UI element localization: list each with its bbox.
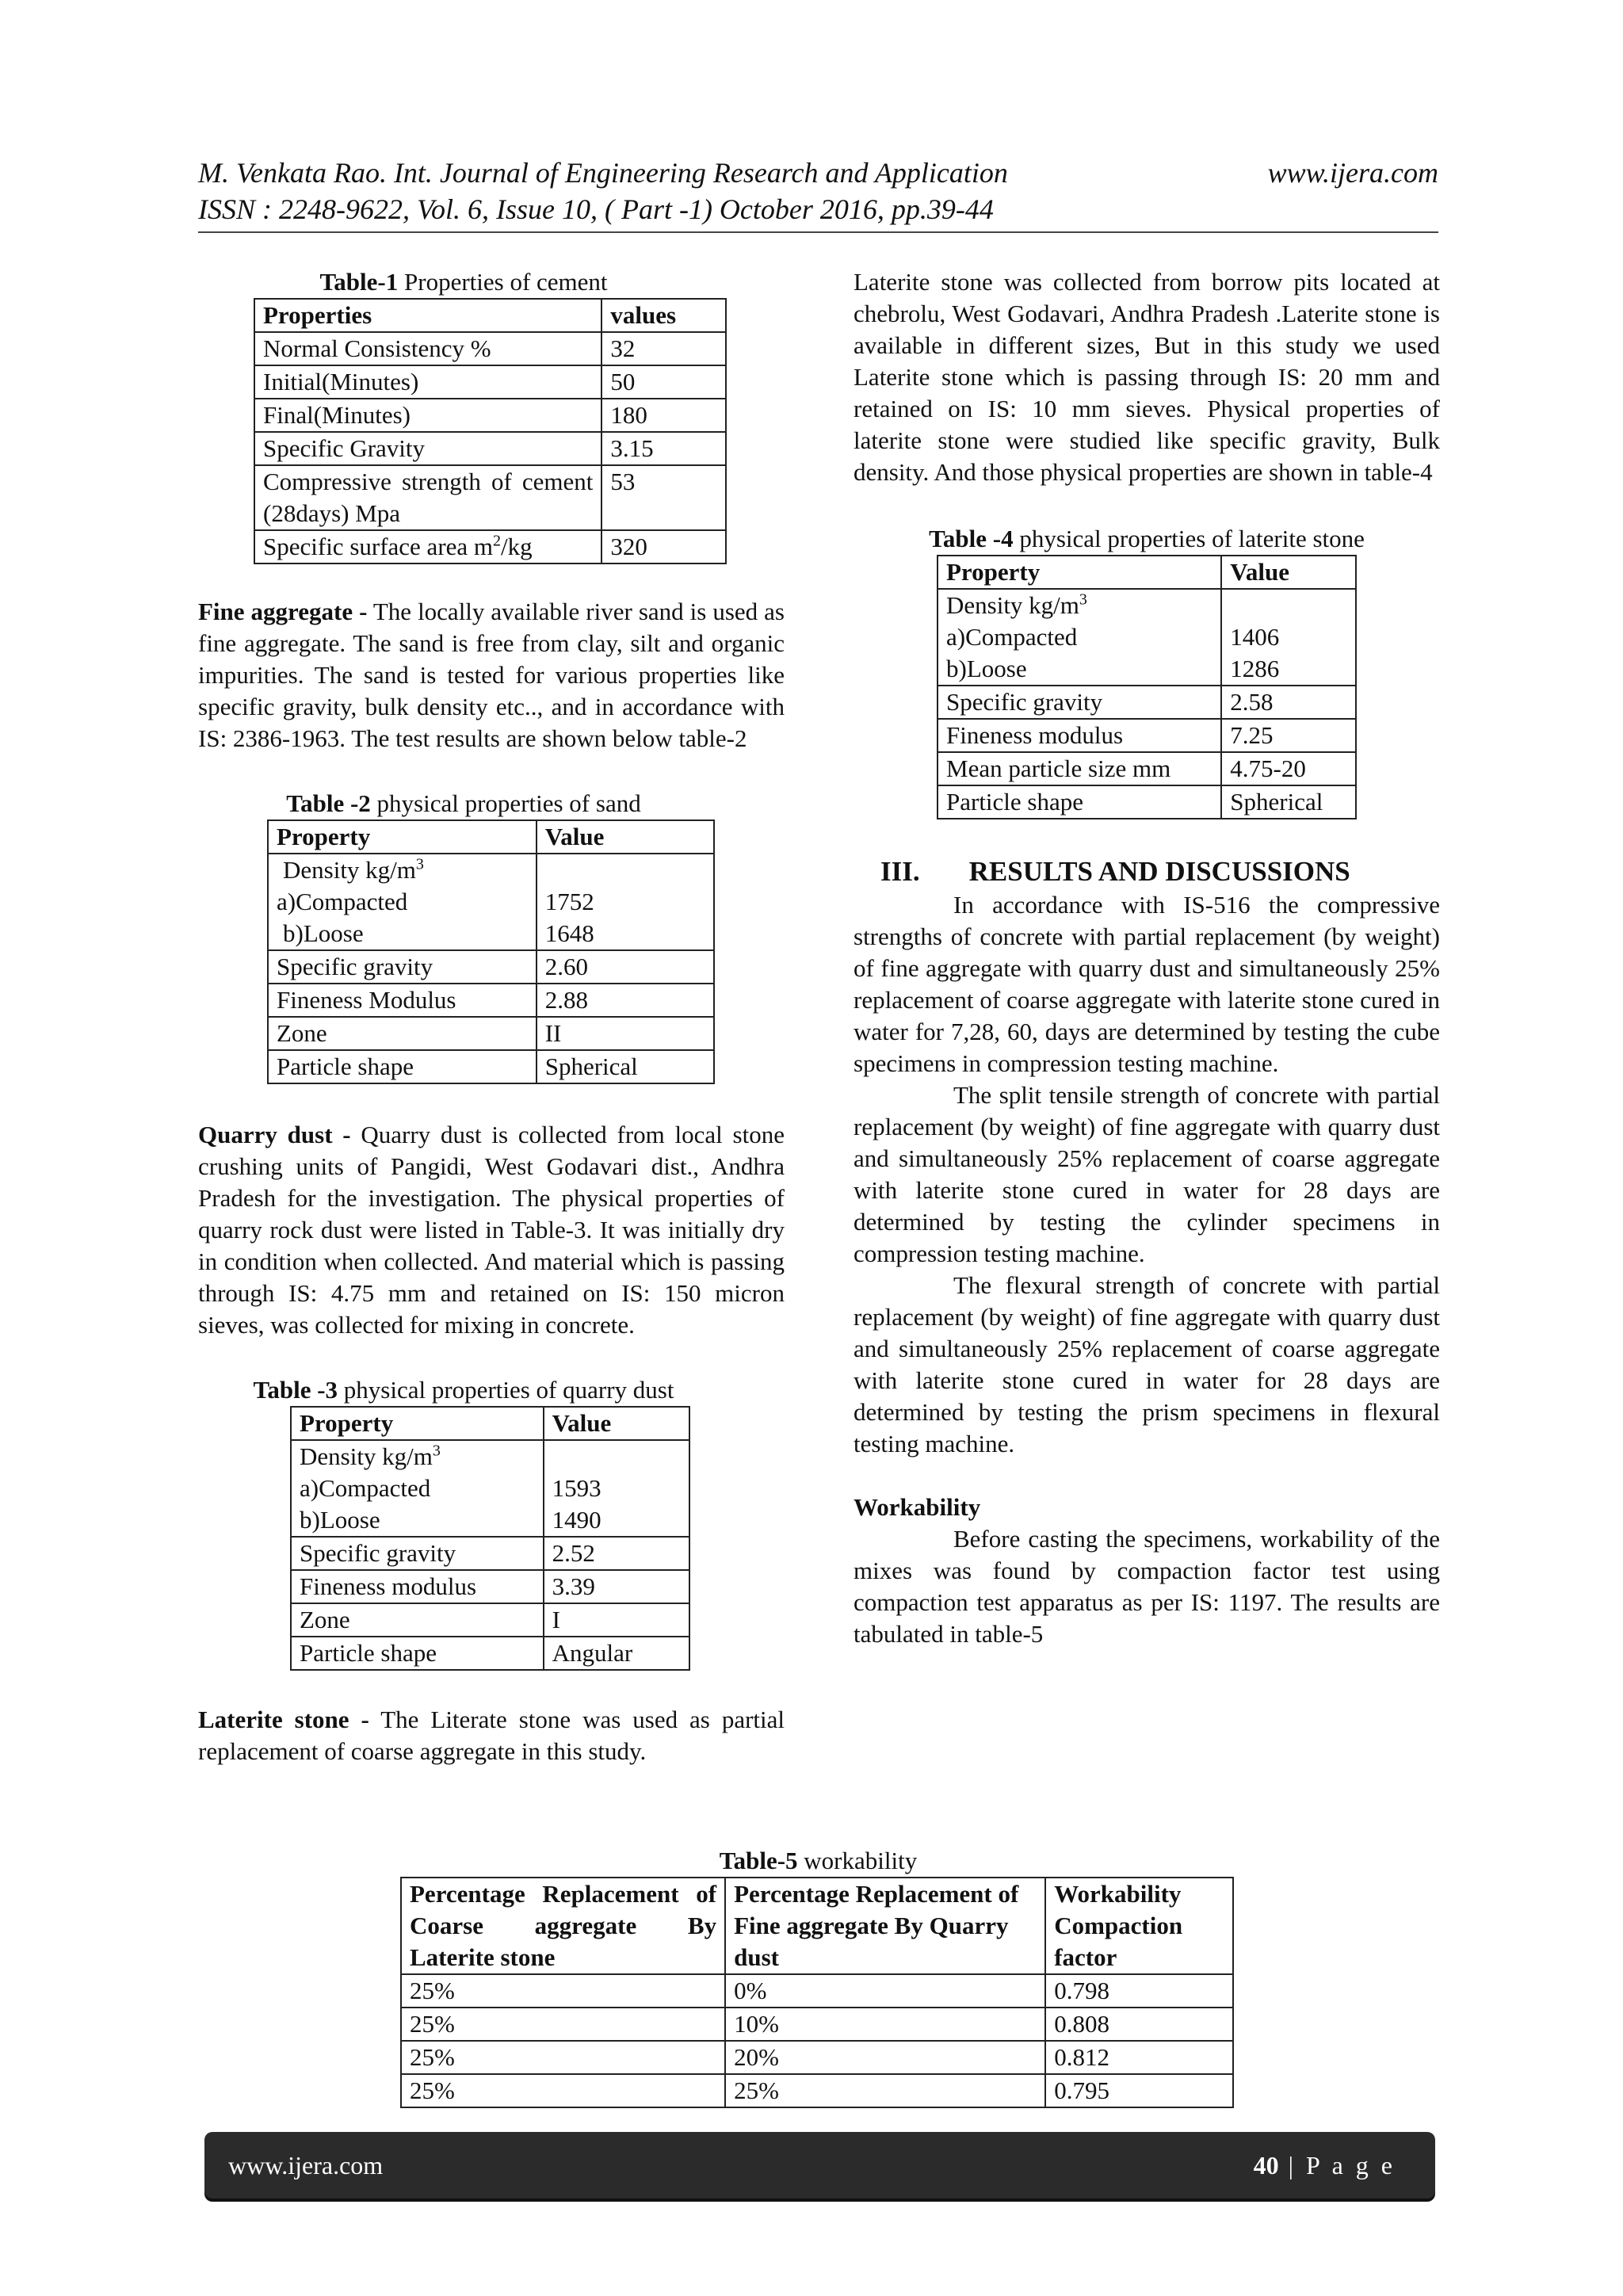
density-label: Density kg/m — [946, 591, 1079, 619]
table-cell: Particle shape — [268, 1050, 537, 1083]
table-row — [268, 1050, 714, 1083]
table-row — [268, 950, 714, 984]
page-footer — [204, 2132, 1435, 2199]
table-cell: Particle shape — [291, 1637, 544, 1670]
table-row — [254, 465, 726, 530]
table-cell: 0.812 — [1045, 2041, 1233, 2074]
table-header-row — [291, 1407, 689, 1440]
quarry-dust-paragraph — [198, 1119, 785, 1341]
right-column — [854, 266, 1440, 1650]
table-cell: 25% — [401, 2041, 725, 2074]
table4-caption — [854, 523, 1440, 555]
table-row — [268, 1017, 714, 1050]
table3-caption-label: Table -3 — [253, 1376, 338, 1404]
loose-label: b)Loose — [300, 1506, 380, 1534]
surface-area-unit: /kg — [501, 533, 533, 560]
loose-value: 1490 — [552, 1506, 601, 1534]
table-cell: Fineness modulus — [291, 1570, 544, 1603]
table-row — [254, 332, 726, 365]
table-header-cell: Percentage Replacement of Fine aggregate By Quarry dust — [725, 1878, 1045, 1974]
table-header-cell: Properties — [254, 299, 601, 332]
table-header-cell: Percentage Replacement of Coarse aggregate By Laterite stone — [401, 1878, 725, 1974]
section-3-heading — [854, 854, 1440, 889]
table-row — [938, 719, 1356, 752]
table1-caption-label: Table-1 — [319, 268, 399, 296]
table-row — [291, 1637, 689, 1670]
table-row — [254, 432, 726, 465]
table4-caption-label: Table -4 — [929, 525, 1014, 552]
table-row — [254, 530, 726, 563]
loose-value: 1286 — [1230, 655, 1280, 682]
density-label: Density kg/m — [300, 1442, 433, 1470]
table-row — [938, 589, 1356, 686]
page-number: 40 — [1253, 2150, 1279, 2179]
table-cell: 4.75-20 — [1221, 752, 1356, 785]
table-cell: Compressive strength of cement (28days) Mpa — [254, 465, 601, 530]
table-cell: Particle shape — [938, 785, 1221, 819]
table-row — [254, 365, 726, 399]
table-row — [268, 984, 714, 1017]
fine-aggregate-text: The locally available river sand is used as fine aggregate. The sand is free from clay, silt and organic impurities. The sand is tested for various properties like specific gravity, bulk density etc.., and in accordance with IS: 2386-1963. The test results are shown below table-2 — [198, 598, 785, 752]
header-issn: ISSN : 2248-9622, Vol. 6, Issue 10, ( Part -1) October 2016, pp.39-44 — [198, 193, 994, 225]
laterite-stone-text: The Literate stone was used as partial replacement of coarse aggregate in this study. — [198, 1706, 785, 1765]
table-header-cell: Value — [537, 820, 714, 854]
table-cell — [254, 530, 601, 563]
table-cell: Specific gravity — [291, 1537, 544, 1570]
laterite-intro-paragraph: Laterite stone was collected from borrow pits located at chebrolu, West Godavari, Andhra Pradesh .Laterite stone is available in different sizes, But in this study we used Laterite stone which is passing through IS: 20 mm and retained on IS: 10 mm sieves. Physical properties of laterite stone were studied like specific gravity, Bulk density. And those physical properties are shown in table-4 — [854, 268, 1440, 486]
compacted-value: 1593 — [552, 1474, 601, 1502]
header-citation: M. Venkata Rao. Int. Journal of Engineering Research and Application — [198, 157, 1008, 189]
table-cell — [291, 1440, 544, 1537]
table-cell: Fineness modulus — [938, 719, 1221, 752]
table2-caption-text: physical properties of sand — [370, 789, 641, 817]
table-row — [938, 785, 1356, 819]
laterite-stone-paragraph — [198, 1704, 785, 1767]
table-cell: 25% — [401, 1974, 725, 2008]
table-header-row — [268, 820, 714, 854]
table-cell: Specific gravity — [268, 950, 537, 984]
table-cell: 0.798 — [1045, 1974, 1233, 2008]
table3-quarry-dust-properties — [290, 1406, 690, 1671]
table-cell: Final(Minutes) — [254, 399, 601, 432]
table-cell: Initial(Minutes) — [254, 365, 601, 399]
table1-caption-text: Properties of cement — [398, 268, 608, 296]
table-cell: 25% — [725, 2074, 1045, 2107]
table-header-row — [254, 299, 726, 332]
table1-caption — [198, 266, 729, 298]
table-header-row — [938, 556, 1356, 589]
compacted-label: a)Compacted — [300, 1474, 431, 1502]
footer-page-indicator — [1254, 2151, 1396, 2180]
table-cell: Normal Consistency % — [254, 332, 601, 365]
table-cell: 2.60 — [537, 950, 714, 984]
table-row — [291, 1440, 689, 1537]
table-cell: Specific gravity — [938, 686, 1221, 719]
table-cell — [938, 589, 1221, 686]
table5-caption-text: workability — [797, 1847, 918, 1874]
table-cell: Mean particle size mm — [938, 752, 1221, 785]
table-cell: 0.795 — [1045, 2074, 1233, 2107]
header-rule — [198, 231, 1438, 233]
table-cell — [268, 854, 537, 950]
table-row — [291, 1537, 689, 1570]
table2-caption — [198, 788, 729, 819]
table-cell: 10% — [725, 2008, 1045, 2041]
results-paragraph-1: In accordance with IS-516 the compressive strengths of concrete with partial replacement (by weight) of fine aggregate with quarry dust and simultaneously 25% replacement of coarse aggregate with laterite stone cured in water for 7,28, 60, days are determined by testing the cube specimens in compression testing machine. — [854, 891, 1440, 1077]
surface-area-sup: 2 — [493, 532, 502, 550]
table3-caption — [198, 1374, 729, 1406]
table-cell: Spherical — [1221, 785, 1356, 819]
table-cell: 2.88 — [537, 984, 714, 1017]
loose-label: b)Loose — [946, 655, 1027, 682]
compacted-value: 1752 — [544, 888, 594, 915]
table4-laterite-properties — [937, 555, 1357, 819]
table-cell: 2.58 — [1221, 686, 1356, 719]
table-cell: Spherical — [537, 1050, 714, 1083]
table-row — [401, 2008, 1233, 2041]
table5-caption-label: Table-5 — [719, 1847, 798, 1874]
table-cell: 180 — [601, 399, 726, 432]
table-cell — [1221, 589, 1356, 686]
quarry-dust-text: Quarry dust is collected from local stone crushing units of Pangidi, West Godavari dist., Andhra Pradesh for the investigation. The physical properties of quarry rock dust were listed in Table-3. It was initially dry in condition when collected. And material which is passing through IS: 4.75 mm and retained on IS: 150 micron sieves, was collected for mixing in concrete. — [198, 1121, 785, 1339]
table-row — [938, 686, 1356, 719]
fine-aggregate-label: Fine aggregate - — [198, 598, 368, 625]
table-cell: 50 — [601, 365, 726, 399]
compacted-label: a)Compacted — [277, 888, 408, 915]
density-sup: 3 — [415, 855, 424, 873]
table-cell: Specific Gravity — [254, 432, 601, 465]
table-row — [401, 2074, 1233, 2107]
table-cell: 0% — [725, 1974, 1045, 2008]
table-row — [938, 752, 1356, 785]
surface-area-label: Specific surface area m — [263, 533, 494, 560]
table2-sand-properties — [267, 819, 715, 1084]
table-row — [291, 1603, 689, 1637]
table-header-cell: Value — [1221, 556, 1356, 589]
table-cell: 2.52 — [544, 1537, 689, 1570]
table-header-cell: Value — [544, 1407, 689, 1440]
table-row — [268, 854, 714, 950]
page-label: | P a g e — [1278, 2150, 1396, 2179]
table-cell: 53 — [601, 465, 726, 530]
table5-workability — [400, 1877, 1234, 2108]
loose-value: 1648 — [544, 919, 594, 947]
laterite-stone-label: Laterite stone - — [198, 1706, 369, 1733]
table-row — [401, 2041, 1233, 2074]
header-website: www.ijera.com — [1267, 157, 1438, 189]
compacted-value: 1406 — [1230, 623, 1280, 651]
table-header-cell: Property — [268, 820, 537, 854]
table-header-cell: Property — [291, 1407, 544, 1440]
quarry-dust-label: Quarry dust - — [198, 1121, 351, 1148]
results-paragraph-3: The flexural strength of concrete with partial replacement (by weight) of fine aggregate with quarry dust and simultaneously 25% replacement of coarse aggregate with laterite stone cured in water for 28 days are determined by testing the prism specimens in flexural testing machine. — [854, 1271, 1440, 1457]
table-cell: 7.25 — [1221, 719, 1356, 752]
running-header — [198, 155, 1438, 227]
table-cell: II — [537, 1017, 714, 1050]
workability-paragraph: Before casting the specimens, workability of the mixes was found by compaction factor test using compaction test apparatus as per IS: 1197. The results are tabulated in table-5 — [854, 1525, 1440, 1648]
table4-caption-text: physical properties of laterite stone — [1013, 525, 1365, 552]
table-cell: 25% — [401, 2008, 725, 2041]
density-label: Density kg/m — [283, 856, 416, 884]
table3-caption-text: physical properties of quarry dust — [338, 1376, 674, 1404]
table-cell: 320 — [601, 530, 726, 563]
table-cell: 0.808 — [1045, 2008, 1233, 2041]
table-cell — [544, 1440, 689, 1537]
table-cell: 3.15 — [601, 432, 726, 465]
compacted-label: a)Compacted — [946, 623, 1078, 651]
density-sup: 3 — [432, 1442, 441, 1460]
table-header-cell: values — [601, 299, 726, 332]
loose-label: b)Loose — [283, 919, 364, 947]
table-cell: 20% — [725, 2041, 1045, 2074]
table-cell: 25% — [401, 2074, 725, 2107]
table-row — [401, 1974, 1233, 2008]
table-header-row — [401, 1878, 1233, 1974]
workability-heading: Workability — [854, 1493, 981, 1521]
fine-aggregate-paragraph — [198, 596, 785, 755]
table-row — [291, 1570, 689, 1603]
results-paragraph-2: The split tensile strength of concrete with partial replacement (by weight) of fine aggregate with quarry dust and simultaneously 25% replacement of coarse aggregate with laterite stone cured in water for 28 days are determined by testing the cylinder specimens in compression testing machine. — [854, 1081, 1440, 1267]
section-title: RESULTS AND DISCUSSIONS — [968, 856, 1350, 887]
table-cell: Fineness Modulus — [268, 984, 537, 1017]
left-column — [198, 266, 785, 1767]
table-cell: Angular — [544, 1637, 689, 1670]
table-header-cell: Workability Compaction factor — [1045, 1878, 1233, 1974]
table-cell: Zone — [268, 1017, 537, 1050]
section-number: III. — [880, 856, 920, 887]
table-cell: 32 — [601, 332, 726, 365]
table-row — [254, 399, 726, 432]
table-cell: I — [544, 1603, 689, 1637]
table1-cement-properties — [254, 298, 727, 564]
table5-caption — [198, 1845, 1438, 1877]
table-cell: Zone — [291, 1603, 544, 1637]
table-cell: 3.39 — [544, 1570, 689, 1603]
table-cell — [537, 854, 714, 950]
table2-caption-label: Table -2 — [286, 789, 371, 817]
table-header-cell: Property — [938, 556, 1221, 589]
footer-website: www.ijera.com — [228, 2150, 384, 2179]
density-sup: 3 — [1079, 590, 1087, 609]
